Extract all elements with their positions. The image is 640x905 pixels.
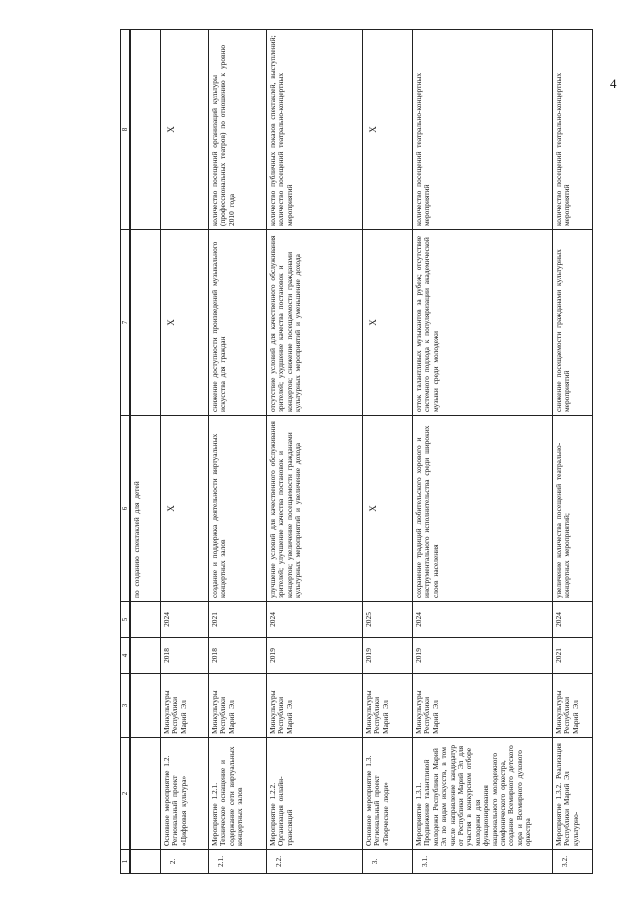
column-header: 5 (121, 602, 131, 638)
responsible-org: Минкультуры Республики Марий Эл (552, 674, 592, 738)
indicator: количество публичных показов спектаклей, выступлений; количество посещений театрально-концертных мероприятий (266, 30, 362, 230)
responsible-org: Минкультуры Республики Марий Эл (160, 674, 208, 738)
table-row (552, 30, 592, 874)
table-row (160, 30, 208, 874)
consequence (130, 230, 160, 416)
start-year: 2019 (412, 638, 552, 674)
indicator: X (160, 30, 208, 230)
column-header: 6 (121, 416, 131, 602)
end-year: 2024 (266, 602, 362, 638)
start-year: 2019 (362, 638, 412, 674)
measure-name: Мероприятие 1.2.1. Техническое оснащение и содержание сети виртуальных концертных залов (208, 738, 266, 850)
expected-result: улучшение условий для качественного обслуживания зрителей; улучшение качества постановок и концертов; увеличение посещаемости гражданами культурных мероприятий и увеличение дохода (266, 416, 362, 602)
expected-result: сохранение традиций любительского хорового и инструментального исполнительства среди широких слоев населения (412, 416, 552, 602)
measure-name (130, 738, 160, 850)
page-number: 4 (610, 76, 617, 91)
indicator: X (362, 30, 412, 230)
end-year (130, 602, 160, 638)
header-row (121, 30, 131, 874)
column-header: 4 (121, 638, 131, 674)
measure-name: Основное мероприятие 1.3. Региональный проект «Творческие люди» (362, 738, 412, 850)
measures-table (120, 29, 593, 874)
expected-result: X (160, 416, 208, 602)
consequence: снижение посещаемости гражданами культурных мероприятий (552, 230, 592, 416)
consequence: X (160, 230, 208, 416)
table-row (412, 30, 552, 874)
indicator: количество посещений театрально-концертных мероприятий (552, 30, 592, 230)
end-year: 2024 (552, 602, 592, 638)
column-header: 8 (121, 30, 131, 230)
expected-result: увеличение количества посещений театрально-концертных мероприятий; (552, 416, 592, 602)
end-year: 2025 (362, 602, 412, 638)
consequence: отсутствие условий для качественного обслуживания зрителей; ухудшение качества постановок и концертов; снижение посещаемости гражданами культурных мероприятий и уменьшение дохода (266, 230, 362, 416)
rotated-table-container (120, 30, 640, 874)
responsible-org: Минкультуры Республики Марий Эл (266, 674, 362, 738)
row-number: 3.2. (552, 850, 592, 874)
end-year: 2024 (412, 602, 552, 638)
column-header: 2 (121, 738, 131, 850)
measure-name: Основное мероприятие 1.2. Региональный проект «Цифровая культура» (160, 738, 208, 850)
responsible-org: Минкультуры Республики Марий Эл (208, 674, 266, 738)
responsible-org: Минкультуры Республики Марий Эл (412, 674, 552, 738)
column-header: 3 (121, 674, 131, 738)
responsible-org (130, 674, 160, 738)
start-year: 2019 (266, 638, 362, 674)
consequence: снижение доступности произведений музыкального искусства для граждан (208, 230, 266, 416)
row-number (130, 850, 160, 874)
expected-result: X (362, 416, 412, 602)
table-row (266, 30, 362, 874)
table-row (362, 30, 412, 874)
end-year: 2024 (160, 602, 208, 638)
measure-name: Мероприятие 1.2.2. Организация онлайн-трансляций (266, 738, 362, 850)
consequence: отток талантливых музыкантов за рубеж; отсутствие системного подхода к популяризации академической музыки среди молодежи (412, 230, 552, 416)
row-number: 3.1. (412, 850, 552, 874)
start-year: 2018 (208, 638, 266, 674)
measure-name: Мероприятие 1.3.1. Продвижение талантливой молодежи Республики Марий Эл по видам искусств, в том числе направление кандидатур от Республики Марий Эл для участия в конкурсном отборе молодежи для функционирования национального молодежного симфонического оркестра, создание Всемирного детского хора и Всемирного духового оркестра (412, 738, 552, 850)
measure-name: Мероприятие 1.3.2. Реализация Республики Марий Эл культурно- (552, 738, 592, 850)
expected-result: по созданию спектаклей для детей (130, 416, 160, 602)
end-year: 2021 (208, 602, 266, 638)
row-number: 2.1. (208, 850, 266, 874)
row-number: 2. (160, 850, 208, 874)
consequence: X (362, 230, 412, 416)
indicator: количество посещений театрально-концертных мероприятий (412, 30, 552, 230)
start-year (130, 638, 160, 674)
start-year: 2021 (552, 638, 592, 674)
table-row (208, 30, 266, 874)
table-row (130, 30, 160, 874)
row-number: 3. (362, 850, 412, 874)
expected-result: создание и поддержка деятельности виртуальных концертных залов (208, 416, 266, 602)
row-number: 2.2. (266, 850, 362, 874)
start-year: 2018 (160, 638, 208, 674)
column-header: 7 (121, 230, 131, 416)
indicator: количество посещений организаций культуры (профессиональных театров) по отношению к уровню 2010 года (208, 30, 266, 230)
indicator (130, 30, 160, 230)
column-header: 1 (121, 850, 131, 874)
responsible-org: Минкультуры Республики Марий Эл (362, 674, 412, 738)
